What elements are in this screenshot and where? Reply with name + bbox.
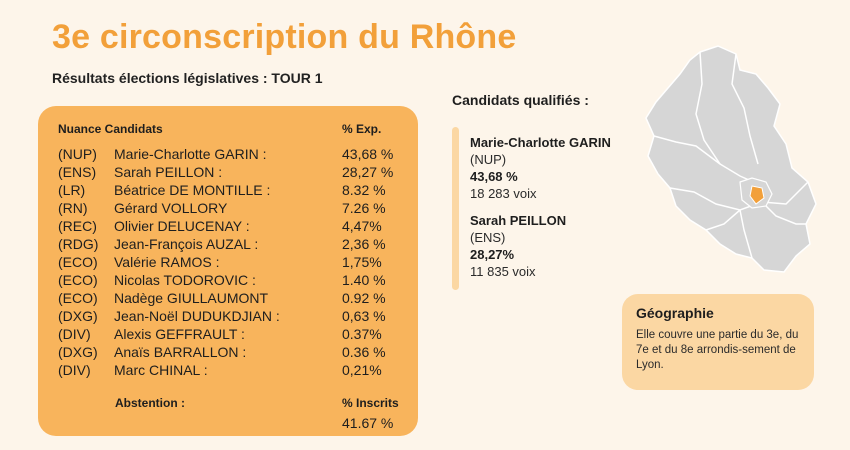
abstention-column-header: % Inscrits (342, 396, 399, 410)
party-label: (RN) (58, 200, 88, 216)
result-row (58, 163, 398, 181)
result-row (58, 307, 398, 325)
candidate-pct: 1,75% (342, 254, 382, 270)
candidate-name: Anaïs BARRALLON : (114, 344, 247, 360)
result-row (58, 253, 398, 271)
geography-text: Elle couvre une partie du 3e, du 7e et du 8e arrondis-sement de Lyon. (636, 329, 799, 371)
qualified-candidate-pct: 43,68 % (470, 169, 518, 184)
result-row (58, 217, 398, 235)
candidate-pct: 0.37% (342, 326, 382, 342)
qualified-candidate-party: (ENS) (470, 230, 506, 245)
candidate-name: Gérard VOLLORY (114, 200, 228, 216)
abstention-value: 41.67 % (342, 415, 394, 431)
party-label: (DXG) (58, 308, 98, 324)
qualified-candidate-votes: 18 283 voix (470, 186, 537, 201)
party-label: (DXG) (58, 344, 98, 360)
party-label: (ECO) (58, 272, 98, 288)
party-label: (REC) (58, 218, 97, 234)
candidate-pct: 7.26 % (342, 200, 386, 216)
page-subtitle: Résultats élections législatives : TOUR 1 (52, 70, 323, 86)
page-title: 3e circonscription du Rhône (52, 18, 517, 56)
result-row (58, 361, 398, 379)
result-row (58, 343, 398, 361)
party-label: (DIV) (58, 362, 91, 378)
candidate-pct: 0,21% (342, 362, 382, 378)
candidate-name: Valérie RAMOS : (114, 254, 220, 270)
candidate-pct: 43,68 % (342, 146, 394, 162)
result-row (58, 235, 398, 253)
qualified-candidate-party: (NUP) (470, 152, 507, 167)
candidate-name: Marie-Charlotte GARIN : (114, 146, 267, 162)
candidate-pct: 1.40 % (342, 272, 386, 288)
party-label: (LR) (58, 182, 86, 198)
candidate-name: Olivier DELUCENAY : (114, 218, 250, 234)
candidate-name: Marc CHINAL : (114, 362, 208, 378)
candidate-pct: 0,63 % (342, 308, 386, 324)
qualified-candidate-votes: 11 835 voix (470, 264, 536, 279)
candidate-name: Nicolas TODOROVIC : (114, 272, 256, 288)
qualified-candidate (470, 134, 611, 202)
candidate-name: Béatrice DE MONTILLE : (114, 182, 271, 198)
party-label: (ENS) (58, 164, 97, 180)
party-label: (RDG) (58, 236, 99, 252)
result-row (58, 325, 398, 343)
qualified-accent-bar (452, 127, 459, 290)
result-row (58, 271, 398, 289)
party-label: (DIV) (58, 326, 91, 342)
result-row (58, 199, 398, 217)
candidate-pct: 2,36 % (342, 236, 386, 252)
candidate-name: Jean-François AUZAL : (114, 236, 259, 252)
result-row (58, 145, 398, 163)
candidate-pct: 28,27 % (342, 164, 394, 180)
geography-title: Géographie (636, 305, 714, 321)
qualified-candidate-pct: 28,27% (470, 247, 515, 262)
candidate-name: Nadège GIULLAUMONT (114, 290, 269, 306)
column-header-pct: % Exp. (342, 122, 382, 136)
abstention-label: Abstention : (115, 396, 185, 410)
department-outline (646, 46, 816, 272)
candidate-pct: 4,47% (342, 218, 382, 234)
qualified-candidate (470, 212, 566, 280)
column-header-candidates: Nuance Candidats (58, 122, 163, 136)
party-label: (NUP) (58, 146, 97, 162)
candidate-pct: 8.32 % (342, 182, 386, 198)
candidate-pct: 0.36 % (342, 344, 386, 360)
party-label: (ECO) (58, 254, 98, 270)
qualified-title: Candidats qualifiés : (452, 92, 589, 108)
candidate-name: Jean-Noël DUDUKDJIAN : (114, 308, 280, 324)
candidate-pct: 0.92 % (342, 290, 386, 306)
candidate-name: Alexis GEFFRAULT : (114, 326, 245, 342)
party-label: (ECO) (58, 290, 98, 306)
result-row (58, 289, 398, 307)
candidate-name: Sarah PEILLON : (114, 164, 223, 180)
result-row (58, 181, 398, 199)
rhone-district-map (640, 44, 818, 276)
qualified-candidate-name: Marie-Charlotte GARIN (470, 135, 611, 150)
qualified-candidate-name: Sarah PEILLON (470, 213, 567, 228)
